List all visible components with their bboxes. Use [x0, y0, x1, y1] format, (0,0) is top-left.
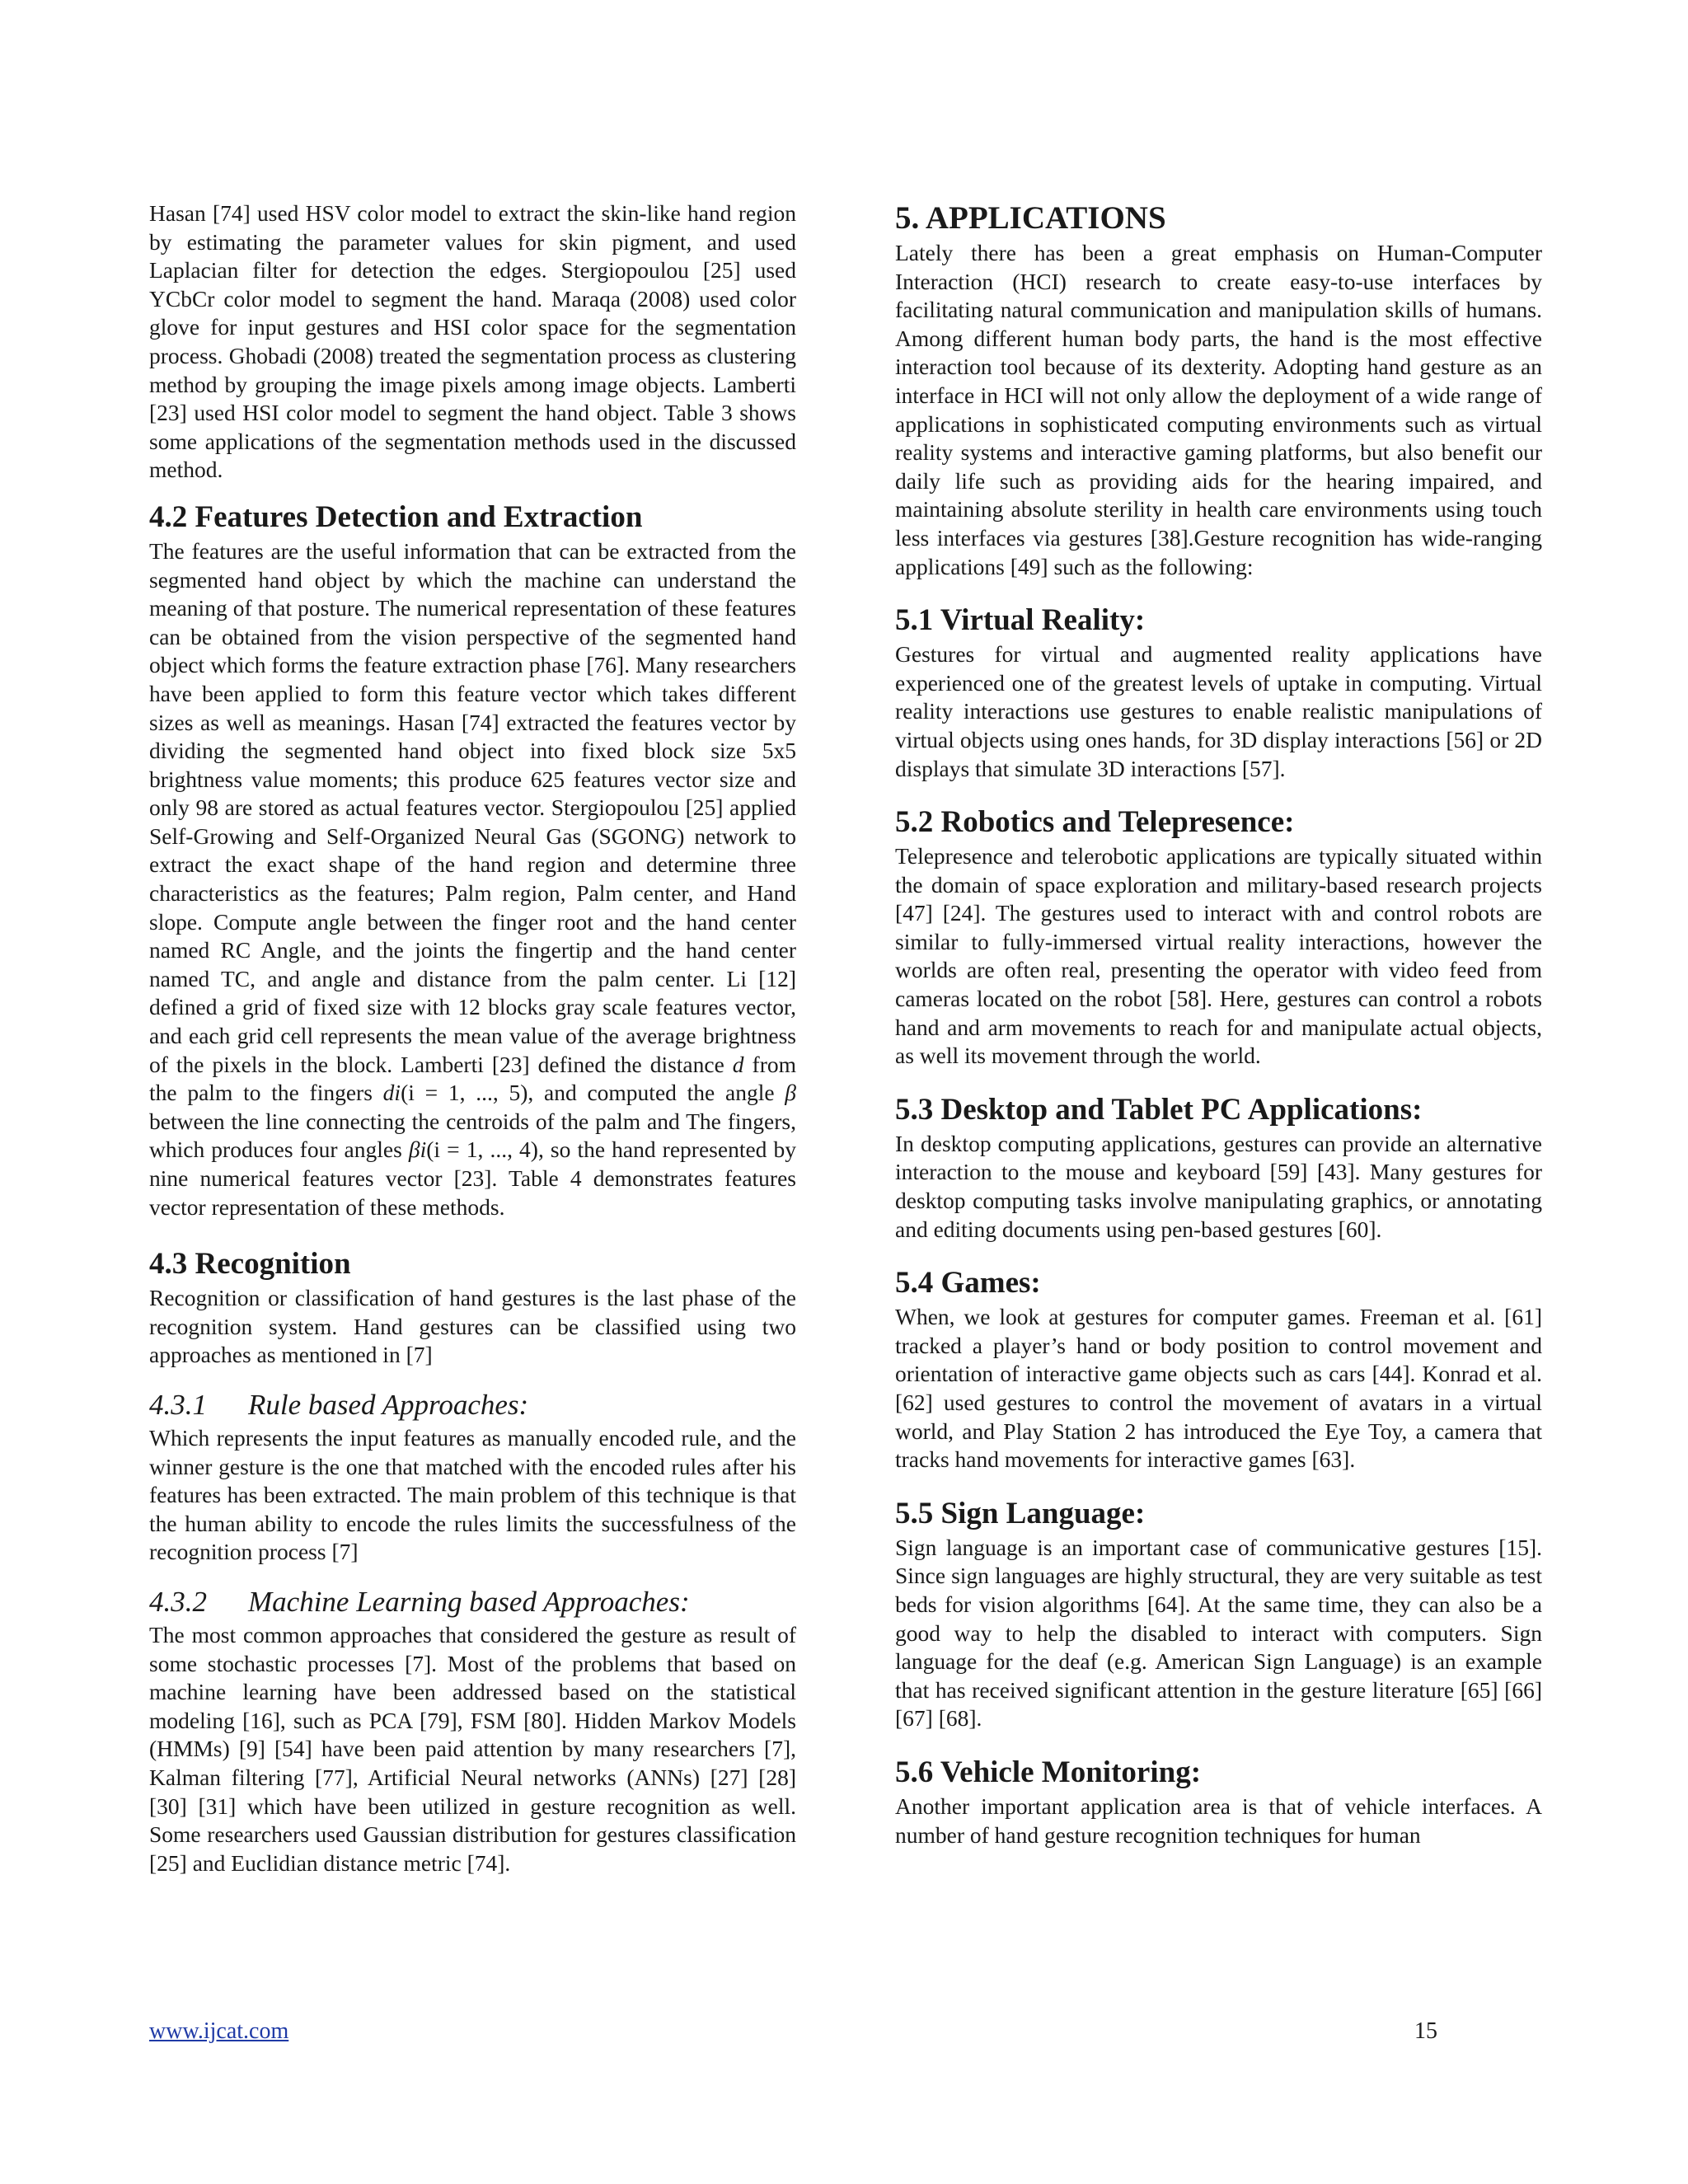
page-number: 15	[1414, 2018, 1437, 2044]
heading-4-3-1-rule-based	[149, 1388, 796, 1422]
journal-website-link[interactable]: www.ijcat.com	[149, 2018, 289, 2044]
paragraph-games: When, we look at gestures for computer games. Freeman et al. [61] tracked a player’s hand or body position to control movement and orientation of interactive game objects such as cars [44]. Konrad et al. [62] used gestures to control the movement of avatars in a virtual world, and Play Station 2 has introduced the Eye Toy, a camera that tracks hand movements for interactive games [63].	[895, 1304, 1542, 1473]
variable-beta: β	[785, 1080, 796, 1106]
paragraph-desktop: In desktop computing applications, gestures can provide an alternative interaction to the mouse and keyboard [59] [43]. Many gestures for desktop computing tasks involve manipulating graphics, or annotating and editing documents using pen-based gestures [60].	[895, 1130, 1542, 1242]
heading-4-3-recognition: 4.3 Recognition	[149, 1247, 351, 1282]
heading-4-3-1-title: Rule based Approaches:	[248, 1388, 529, 1421]
features-text-part-2: from the palm to the fingers	[149, 1051, 796, 1106]
variable-d: d	[732, 1051, 744, 1077]
heading-4-3-2-number: 4.3.2	[149, 1585, 207, 1618]
paragraph-sign-language: Sign language is an important case of communicative gestures [15]. Since sign languages are highly structural, they are very suitable as test beds for vision algorithms [64]. At the same time, they can also be a good way to help the disabled to interact with computers. Sign language for the deaf (e.g. American Sign Language) is an example that has received significant attention in the gesture literature [65] [66] [67] [68].	[895, 1534, 1542, 1732]
paragraph-segmentation-methods: Hasan [74] used HSV color model to extract the skin-like hand region by estimating the parameter values for skin pigment, and used Laplacian filter for detection the edges. Stergiopoulou [25] used YCbCr color model to segment the hand. Maraqa (2008) used color glove for input gestures and HSI color space for the segmentation process. Ghobadi (2008) treated the segmentation process as clustering method by grouping the image pixels among image objects. Lamberti [23] used HSI color model to segment the hand object. Table 3 shows some applications of the segmentation methods used in the discussed method.	[149, 200, 796, 483]
paragraph-virtual-reality: Gestures for virtual and augmented reality applications have experienced one of the greatest levels of uptake in computing. Virtual reality interactions use gestures to enable realistic manipulations of virtual objects using ones hands, for 3D display interactions [56] or 2D displays that simulate 3D interactions [57].	[895, 641, 1542, 781]
heading-5-applications: 5. APPLICATIONS	[895, 200, 1166, 236]
features-text-part-1: The features are the useful information that can be extracted from the segmented hand object by which the machine can understand the meaning of that posture. The numerical representation of these features can be obtained from the vision perspective of the segmented hand object which forms the feature extraction phase [76]. Many researchers have been applied to form this feature vector which takes different sizes as well as meanings. Hasan [74] extracted the features vector by dividing the segmented hand object into fixed block size 5x5 brightness value moments; this produce 625 features vector size and only 98 are stored as actual features vector. Stergiopoulou [25] applied Self-Growing and Self-Organized Neural Gas (SGONG) network to extract the exact shape of the hand region and determine three characteristics as the features; Palm region, Palm center, and Hand slope. Compute angle between the finger root and the hand center named RC Angle, and the joints the fingertip and the hand center named TC, and angle and distance from the palm center. Li [12] defined a grid of fixed size with 12 blocks gray scale features vector, and each grid cell represents the mean value of the average brightness of the pixels in the block. Lamberti [23] defined the distance	[149, 537, 796, 1077]
heading-4-3-2-title: Machine Learning based Approaches:	[248, 1585, 690, 1618]
heading-4-3-1-number: 4.3.1	[149, 1388, 207, 1421]
paragraph-robotics: Telepresence and telerobotic applications are typically situated within the domain of space exploration and military-based research projects [47] [24]. The gestures used to interact with and control robots are similar to fully-immersed virtual reality interactions, however the worlds are often real, presenting the operator with video feed from cameras located on the robot [58]. Here, gestures can control a robots hand and arm movements to reach for and manipulate actual objects, as well its movement through the world.	[895, 843, 1542, 1069]
right-column	[895, 199, 1542, 1849]
heading-5-3-desktop: 5.3 Desktop and Tablet PC Applications:	[895, 1092, 1423, 1127]
features-text-part-4: between the line connecting the centroids of the palm and The fingers, which produces four angles	[149, 1108, 796, 1163]
variable-beta-i: βi	[408, 1137, 427, 1163]
heading-4-3-2-machine-learning	[149, 1585, 796, 1619]
heading-5-2-robotics: 5.2 Robotics and Telepresence:	[895, 805, 1295, 840]
heading-4-2-features-detection: 4.2 Features Detection and Extraction	[149, 499, 643, 534]
heading-5-4-games: 5.4 Games:	[895, 1266, 1041, 1301]
paragraph-recognition: Recognition or classification of hand gestures is the last phase of the recognition system. Hand gestures can be classified using two approaches as mentioned in [7]	[149, 1285, 796, 1368]
features-text-part-3: (i = 1, ..., 5), and computed the angle	[401, 1080, 785, 1106]
paragraph-rule-based: Which represents the input features as manually encoded rule, and the winner gesture is the one that matched with the encoded rules after his features has been extracted. The main problem of this technique is that the human ability to encode the rules limits the successfulness of the recognition process [7]	[149, 1424, 796, 1565]
paragraph-applications: Lately there has been a great emphasis on Human-Computer Interaction (HCI) research to create easy-to-use interfaces by facilitating natural communication and manipulation skills of humans. Among different human body parts, the hand is the most effective interaction tool because of its dexterity. Adopting hand gesture as an interface in HCI will not only allow the deployment of a wide range of applications in sophisticated computing environments such as virtual reality systems and interactive gaming platforms, but also benefit our daily life such as providing aids for the hearing impaired, and maintaining absolute sterility in health care environments using touch less interfaces via gestures [38].Gesture recognition has wide-ranging applications [49] such as the following:	[895, 240, 1542, 579]
heading-5-6-vehicle-monitoring: 5.6 Vehicle Monitoring:	[895, 1755, 1202, 1789]
variable-di: di	[382, 1080, 401, 1106]
heading-5-1-virtual-reality: 5.1 Virtual Reality:	[895, 603, 1146, 638]
paragraph-features-detection	[149, 537, 796, 1221]
paragraph-vehicle-monitoring: Another important application area is that of vehicle interfaces. A number of hand gesture recognition techniques for human	[895, 1793, 1542, 1848]
paragraph-machine-learning: The most common approaches that considered the gesture as result of some stochastic processes [7]. Most of the problems that based on machine learning have been addressed based on the statistical modeling [16], such as PCA [79], FSM [80]. Hidden Markov Models (HMMs) [9] [54] have been paid attention by many researchers [7], Kalman filtering [77], Artificial Neural networks (ANNs) [27] [28] [30] [31] which have been utilized in gesture recognition as well. Some researchers used Gaussian distribution for gestures classification [25] and Euclidian distance metric [74].	[149, 1621, 796, 1876]
heading-5-5-sign-language: 5.5 Sign Language:	[895, 1496, 1146, 1530]
features-text-part-5: (i = 1, ..., 4), so the hand represented by nine numerical features vector [23]. Table 4 demonstrates features vector representation of these methods.	[149, 1137, 797, 1220]
left-column	[149, 199, 796, 1877]
